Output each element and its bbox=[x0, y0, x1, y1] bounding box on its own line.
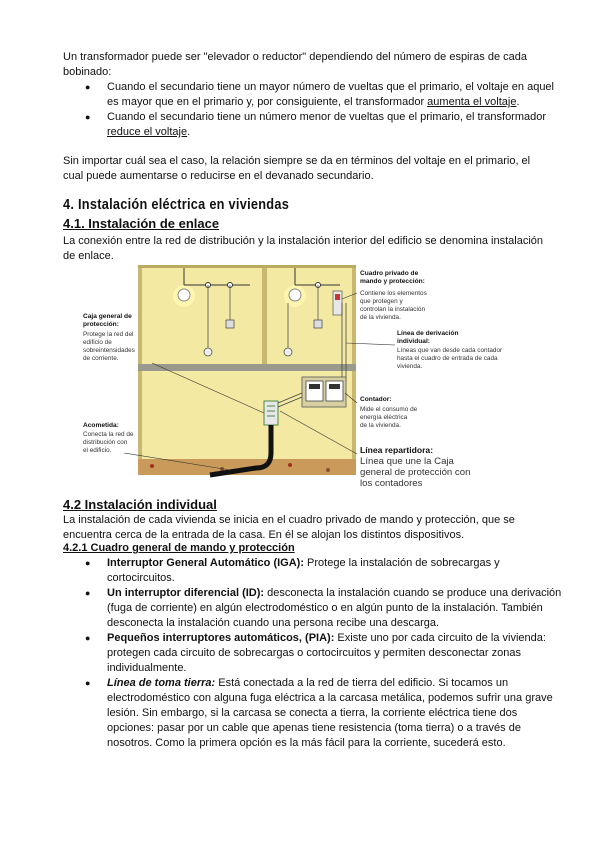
svg-text:controlan la instalación: controlan la instalación bbox=[360, 306, 426, 313]
svg-text:el edificio.: el edificio. bbox=[83, 447, 112, 454]
subsection-title: 4.1. Instalación de enlace bbox=[63, 216, 220, 231]
svg-text:energía eléctrica: energía eléctrica bbox=[360, 414, 408, 421]
subsection-title: 4.2 Instalación individual bbox=[63, 497, 217, 512]
svg-text:Mide el consumo de: Mide el consumo de bbox=[360, 406, 418, 413]
svg-text:individual:: individual: bbox=[397, 338, 430, 345]
underlined-term: aumenta el voltaje bbox=[427, 96, 517, 108]
svg-text:que protegen y: que protegen y bbox=[360, 298, 403, 305]
subsubsection-title: 4.2.1 Cuadro general de mando y protección bbox=[63, 542, 295, 554]
list-item: ● Cuando el secundario tiene un número menor de vueltas que el primario, el transformador reduce el voltaje. bbox=[107, 110, 567, 140]
svg-text:protección:: protección: bbox=[83, 321, 119, 328]
derivacion-label: Línea de derivación bbox=[397, 330, 459, 337]
svg-text:general de protección con: general de protección con bbox=[360, 467, 471, 478]
lamp-icon bbox=[178, 289, 190, 301]
list-item: ● Línea de toma tierra: Está conectada a la red de tierra del edificio. Si tocamos un electrodoméstico con alguna fuga eléctrica a la carcasa metálica, podemos sufrir una grave lesión. Sin embargo, si la carcasa se conecta a tierra, la corriente eléctrica tiene dos opciones: pasar por un cable que apenas tiene resistencia (toma tierra) o a través de nosotros. Como la primera opción es la más fácil para la corriente, sucederá esto. bbox=[107, 676, 567, 751]
switch-icon bbox=[314, 320, 322, 328]
acometida-label: Acometida: bbox=[83, 422, 119, 429]
wall-divider bbox=[262, 265, 267, 365]
svg-text:vivienda.: vivienda. bbox=[397, 363, 423, 370]
svg-text:sobreintensidades: sobreintensidades bbox=[83, 347, 135, 354]
svg-text:los contadores: los contadores bbox=[360, 478, 423, 489]
svg-text:hasta el cuadro de entrada de: hasta el cuadro de entrada de cada bbox=[397, 355, 498, 362]
svg-text:Línea que une la Caja: Línea que une la Caja bbox=[360, 456, 454, 467]
svg-text:Contiene los elementos: Contiene los elementos bbox=[360, 290, 427, 297]
transformer-bullet-list bbox=[78, 80, 567, 140]
svg-text:de la vivienda.: de la vivienda. bbox=[360, 314, 401, 321]
intro-paragraph: Un transformador puede ser "elevador o reductor" dependiendo del número de espiras de cada bobinado: bbox=[63, 51, 527, 78]
underlined-term: reduce el voltaje bbox=[107, 126, 188, 138]
floor-slab bbox=[138, 364, 356, 371]
list-item: ● Un interruptor diferencial (ID): desconecta la instalación cuando se produce una derivación (fuga de corriente) en algún electrodoméstico o en algún punto de la instalación. También desconecta la instalación cuando una persona recibe una descarga. bbox=[107, 586, 567, 631]
cgp-box-icon bbox=[264, 401, 278, 425]
cuadro-label: Cuadro privado de bbox=[360, 270, 419, 277]
section-title: 4. Instalación eléctrica en viviendas bbox=[63, 197, 290, 213]
svg-text:de la vivienda.: de la vivienda. bbox=[360, 422, 401, 429]
repartidora-label: Línea repartidora: bbox=[360, 445, 434, 455]
svg-text:Conecta la red de: Conecta la red de bbox=[83, 431, 134, 438]
list-item: ● Interruptor General Automático (IGA): Protege la instalación de sobrecargas y cortocircuitos. bbox=[107, 556, 567, 586]
enlace-paragraph: La conexión entre la red de distribución y la instalación interior del edificio se denomina instalación de enlace. bbox=[63, 235, 544, 262]
svg-text:Protege la red del: Protege la red del bbox=[83, 331, 134, 338]
socket-icon bbox=[284, 348, 292, 356]
socket-icon bbox=[204, 348, 212, 356]
svg-text:edificio de: edificio de bbox=[83, 339, 112, 346]
svg-text:de corriente.: de corriente. bbox=[83, 355, 119, 362]
list-item: ● Pequeños interruptores automáticos, (PIA): Existe uno por cada circuito de la vivienda: protegen cada circuito de sobrecargas o cortocircuitos y permiten desconectar zonas individualmente. bbox=[107, 631, 567, 676]
lamp-icon bbox=[289, 289, 301, 301]
svg-text:distribución con: distribución con bbox=[83, 439, 128, 446]
cgp-label: Caja general de bbox=[83, 313, 132, 320]
closing-paragraph: Sin importar cuál sea el caso, la relación siempre se da en términos del voltaje en el primario, el cual puede aumentarse o reducirse en el devanado secundario. bbox=[63, 155, 531, 182]
list-item: ● Cuando el secundario tiene un mayor número de vueltas que el primario, el voltaje en aquel es mayor que en el primario y, por consiguiente, el transformador aumenta el voltaje. bbox=[107, 80, 567, 110]
svg-text:Líneas que van desde cada cont: Líneas que van desde cada contador bbox=[397, 347, 503, 354]
switch-icon bbox=[226, 320, 234, 328]
installation-diagram bbox=[80, 263, 540, 498]
contador-label: Contador: bbox=[360, 396, 392, 403]
svg-text:mando y protección:: mando y protección: bbox=[360, 278, 425, 285]
devices-bullet-list bbox=[78, 556, 567, 751]
individual-paragraph: La instalación de cada vivienda se inicia en el cuadro privado de mando y protección, que se encuentra cerca de la entrada de la casa. En él se alojan los distintos dispositivos. bbox=[63, 514, 515, 541]
